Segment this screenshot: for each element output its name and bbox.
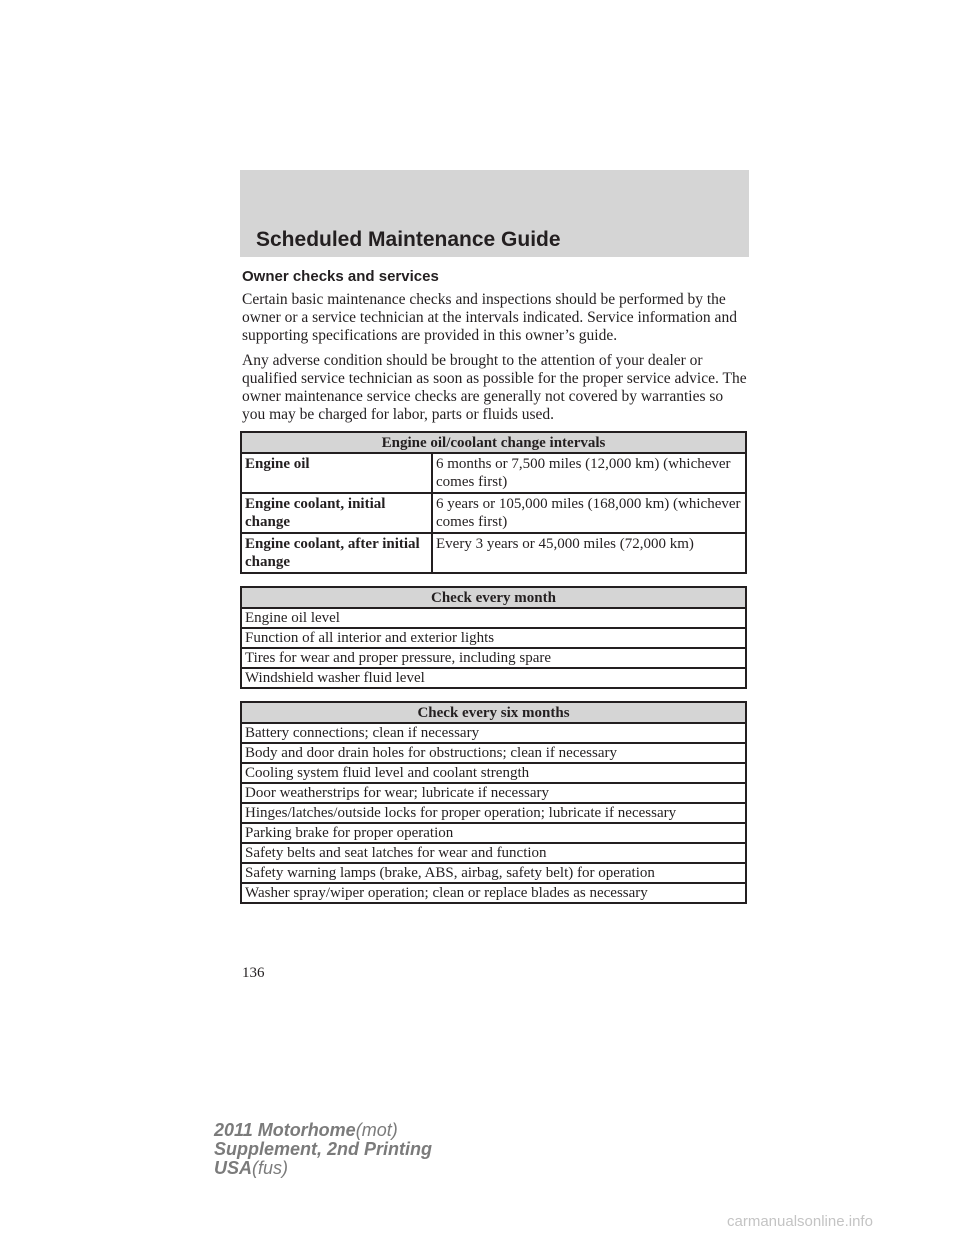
table-row <box>241 763 746 783</box>
footer-line-1 <box>214 1121 432 1140</box>
row-value: 6 months or 7,500 miles (12,000 km) (whichever comes first) <box>432 453 746 493</box>
six-month-checks-table <box>240 701 747 904</box>
table-row <box>241 883 746 903</box>
table-row <box>241 493 746 533</box>
table-row <box>241 863 746 883</box>
paragraph-adverse-condition: Any adverse condition should be brought to the attention of your dealer or qualified service technician as soon as possible for the proper service advice. The owner maintenance service checks are generally not covered by warranties so you may be charged for labor, parts or fluids used. <box>242 352 747 423</box>
check-item: Parking brake for proper operation <box>241 823 746 843</box>
footer-line-3 <box>214 1159 432 1178</box>
page-number: 136 <box>242 965 265 981</box>
table-row <box>241 533 746 573</box>
page-title: Scheduled Maintenance Guide <box>256 228 561 251</box>
table-row <box>241 648 746 668</box>
print-footer <box>214 1121 432 1178</box>
footer-market: USA <box>214 1158 253 1178</box>
six-month-table-title: Check every six months <box>241 702 746 723</box>
table-row <box>241 668 746 688</box>
row-label: Engine coolant, initial change <box>241 493 432 533</box>
check-item: Cooling system fluid level and coolant strength <box>241 763 746 783</box>
check-item: Safety warning lamps (brake, ABS, airbag, safety belt) for operation <box>241 863 746 883</box>
intervals-table-title: Engine oil/coolant change intervals <box>241 432 746 453</box>
table-row <box>241 608 746 628</box>
footer-model: 2011 Motorhome <box>214 1120 356 1140</box>
table-row <box>241 783 746 803</box>
check-item: Tires for wear and proper pressure, including spare <box>241 648 746 668</box>
check-item: Battery connections; clean if necessary <box>241 723 746 743</box>
footer-model-code: (mot) <box>355 1120 398 1140</box>
table-row <box>241 628 746 648</box>
row-label: Engine coolant, after initial change <box>241 533 432 573</box>
section-heading: Owner checks and services <box>242 268 439 285</box>
table-row <box>241 823 746 843</box>
check-item: Windshield washer fluid level <box>241 668 746 688</box>
table-row <box>241 723 746 743</box>
paragraph-intro: Certain basic maintenance checks and inspections should be performed by the owner or a service technician at the intervals indicated. Service information and supporting specifications are provided in this owner’s guide. <box>242 291 737 344</box>
check-item: Body and door drain holes for obstructions; clean if necessary <box>241 743 746 763</box>
watermark: carmanualsonline.info <box>727 1213 873 1230</box>
table-row <box>241 803 746 823</box>
footer-line-2: Supplement, 2nd Printing <box>214 1139 433 1159</box>
monthly-checks-table <box>240 586 747 689</box>
table-row <box>241 453 746 493</box>
table-row <box>241 743 746 763</box>
main-content <box>242 268 749 904</box>
check-item: Washer spray/wiper operation; clean or replace blades as necessary <box>241 883 746 903</box>
check-item: Door weatherstrips for wear; lubricate if necessary <box>241 783 746 803</box>
row-value: Every 3 years or 45,000 miles (72,000 km) <box>432 533 746 573</box>
monthly-table-title: Check every month <box>241 587 746 608</box>
check-item: Safety belts and seat latches for wear and function <box>241 843 746 863</box>
intervals-table <box>240 431 747 574</box>
row-label: Engine oil <box>241 453 432 493</box>
table-row <box>241 843 746 863</box>
footer-market-code: (fus) <box>252 1158 289 1178</box>
check-item: Engine oil level <box>241 608 746 628</box>
check-item: Hinges/latches/outside locks for proper operation; lubricate if necessary <box>241 803 746 823</box>
check-item: Function of all interior and exterior lights <box>241 628 746 648</box>
row-value: 6 years or 105,000 miles (168,000 km) (whichever comes first) <box>432 493 746 533</box>
